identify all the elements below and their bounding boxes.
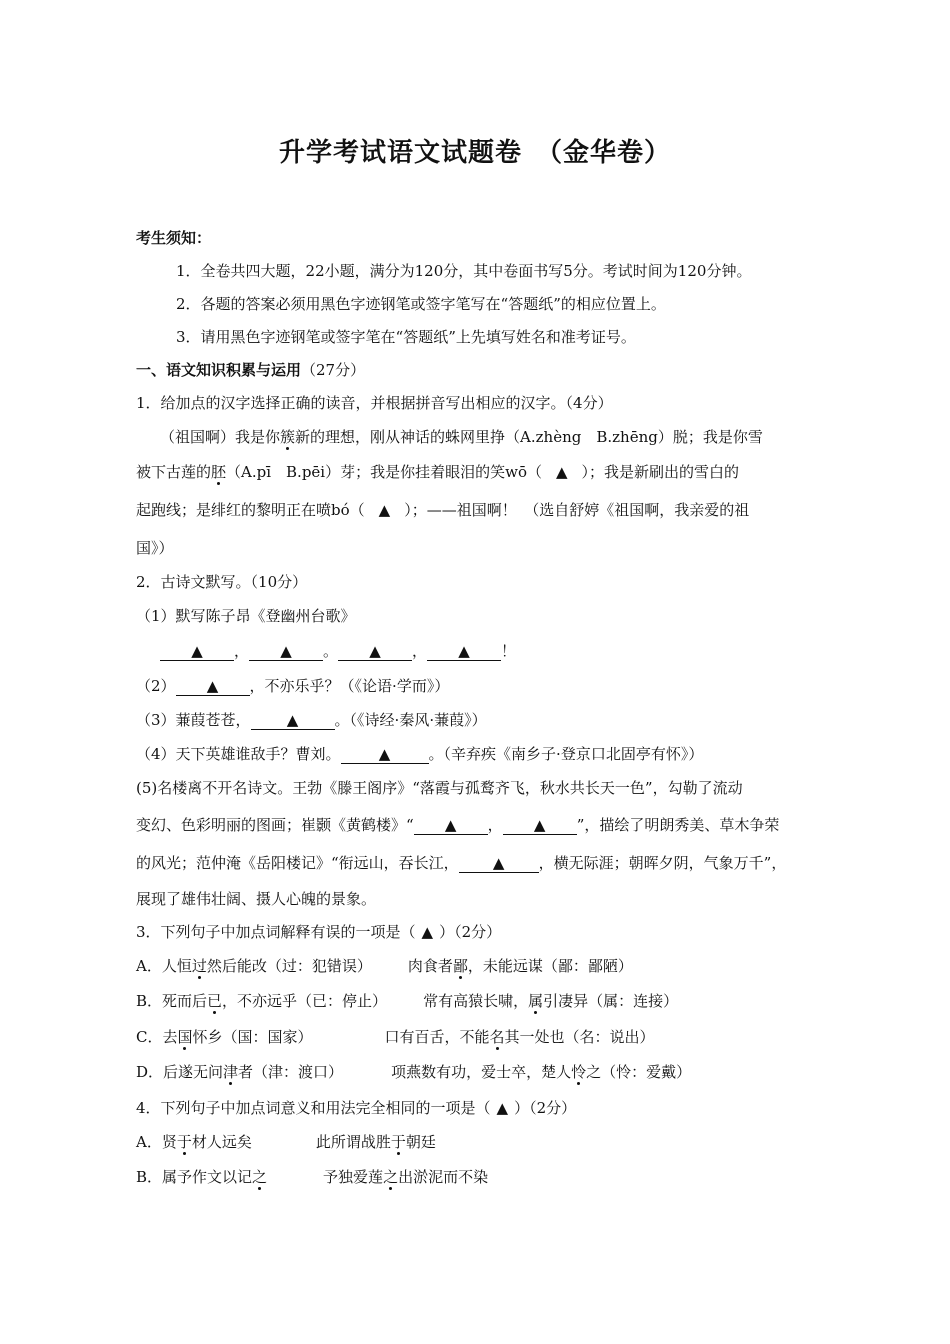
q3-option-b[interactable]	[136, 991, 678, 1011]
text: 常有高猿长啸，	[423, 992, 529, 1010]
text: （2）	[136, 677, 176, 695]
notice-item-1: 1．全卷共四大题，22小题，满分为120分，其中卷面书写5分。考试时间为120分钟。	[176, 262, 752, 280]
text: B．死而后	[136, 992, 208, 1010]
answer-blank[interactable]: ▲	[338, 643, 412, 661]
answer-blank[interactable]: ▲	[249, 643, 323, 661]
text: 材人远矣	[191, 1133, 252, 1151]
dotted-char: 之	[383, 1168, 399, 1186]
text: A．人恒	[136, 957, 192, 975]
text: 新的理想，刚从神话的蛛网里挣（A.zhèng B.zhēng）脱；我是你雪	[295, 428, 763, 446]
answer-mark: ▲	[378, 501, 391, 519]
text: ）（2分）	[439, 923, 502, 941]
q4-stem	[136, 1098, 576, 1118]
answer-mark: ▲	[496, 1099, 509, 1117]
text: ”，描绘了明朗秀美、草木争荣	[576, 816, 780, 834]
dotted-char: 已	[207, 992, 223, 1010]
q3-option-d[interactable]	[136, 1062, 691, 1082]
notice-item-2: 2．各题的答案必须用黑色字迹钢笔或签字笔写在“答题纸”的相应位置上。	[176, 295, 666, 313]
answer-blank[interactable]: ▲	[427, 643, 501, 661]
q2-stem: 2．古诗文默写。（10分）	[136, 573, 308, 591]
q2-part-1: （1）默写陈子昂《登幽州台歌》	[136, 607, 356, 625]
text: ，未能远谋（鄙：鄙陋）	[467, 957, 633, 975]
text: 的风光；范仲淹《岳阳楼记》“衔远山，吞长江，	[136, 854, 459, 872]
text: 。（《诗经·秦风·蒹葭》）	[334, 711, 487, 729]
text: （祖国啊）我是你	[160, 428, 281, 446]
dotted-char: 怜	[571, 1063, 587, 1081]
text: 4．下列句子中加点词意义和用法完全相同的一项是（	[136, 1099, 491, 1117]
q1-stem: 1．给加点的汉字选择正确的读音，并根据拼音写出相应的汉字。（4分）	[136, 394, 613, 412]
text: ，不亦远乎（已：停止）	[222, 992, 388, 1010]
text: 者（津：渡口）	[238, 1063, 344, 1081]
q2-part-5-line-1: (5)名楼离不开名诗文。王勃《滕王阁序》“落霞与孤鹜齐飞，秋水共长天一色”，勾勒了流动	[136, 779, 743, 797]
text: 变幻、色彩明丽的图画；崔颢《黄鹤楼》“	[136, 816, 414, 834]
dotted-char: 属	[528, 992, 544, 1010]
answer-blank[interactable]: ▲	[341, 746, 429, 764]
q2-part-5-line-2: 变幻、色彩明丽的图画；崔颢《黄鹤楼》“ ▲ ， ▲ ”，描绘了明朗秀美、草木争荣	[136, 816, 780, 834]
dotted-char: 胚	[211, 463, 227, 481]
text: 3．下列句子中加点词解释有误的一项是（	[136, 923, 416, 941]
q2-part-2	[136, 676, 449, 696]
answer-blank[interactable]: ▲	[459, 855, 539, 873]
text: ）（2分）	[514, 1099, 577, 1117]
q1-line-1	[160, 427, 763, 447]
dotted-char: 鄙	[452, 957, 468, 975]
text: 之（怜：爱戴）	[586, 1063, 692, 1081]
answer-blank[interactable]: ▲	[176, 678, 250, 696]
answer-mark: ▲	[421, 923, 434, 941]
dotted-char: 于	[176, 1133, 192, 1151]
text: ，不亦乐乎？（《论语·学而》）	[249, 677, 450, 695]
text: 朝廷	[405, 1133, 436, 1151]
dotted-char: 簇	[280, 428, 296, 446]
section-1-heading	[136, 360, 365, 380]
text: （3）蒹葭苍苍，	[136, 711, 251, 729]
q3-stem	[136, 922, 501, 942]
q2-part-1-blanks: ▲ ， ▲ 。 ▲ ， ▲ ！	[160, 641, 516, 661]
text: C．去	[136, 1028, 178, 1046]
text: A．贤	[136, 1133, 177, 1151]
text: 引凄异（属：连接）	[543, 992, 679, 1010]
q2-part-5-line-4: 展现了雄伟壮阔、摄人心魄的景象。	[136, 890, 377, 908]
text: 此所谓战胜	[315, 1133, 391, 1151]
text: 其一处也（名：说出）	[504, 1028, 655, 1046]
section-1-title: 一、语文知识积累与运用	[136, 361, 302, 379]
q3-option-c[interactable]	[136, 1027, 655, 1047]
q3-option-a[interactable]	[136, 956, 633, 976]
dotted-char: 名	[489, 1028, 505, 1046]
text: 出淤泥而不染	[398, 1168, 489, 1186]
answer-blank[interactable]: ▲	[251, 712, 335, 730]
q1-line-4: 国》）	[136, 539, 174, 557]
q4-option-a[interactable]	[136, 1132, 436, 1152]
notice-heading: 考生须知：	[136, 229, 212, 247]
text: 怀乡（国：国家）	[192, 1028, 313, 1046]
dotted-char: 津	[223, 1063, 239, 1081]
q2-part-4	[136, 744, 703, 764]
dotted-char: 于	[390, 1133, 406, 1151]
text: 被下古莲的	[136, 463, 212, 481]
text: ）；我是新刷出的雪白的	[581, 463, 740, 481]
text: ，横无际涯；朝晖夕阴，气象万千”，	[538, 854, 787, 872]
dotted-char: 国	[177, 1028, 193, 1046]
text: 。（辛弃疾《南乡子·登京口北固亭有怀》）	[428, 745, 704, 763]
text: 项燕数有功，爱士卒，楚人	[391, 1063, 572, 1081]
q4-option-b[interactable]	[136, 1167, 488, 1187]
text: 肉食者	[407, 957, 453, 975]
q2-part-3	[136, 710, 487, 730]
text: ）；——祖国啊！ （选自舒婷《祖国啊，我亲爱的祖	[404, 501, 750, 519]
text: （4）天下英雄谁敌手？曹刘。	[136, 745, 341, 763]
page-title: 升学考试语文试题卷 （金华卷）	[278, 138, 671, 168]
text: （A.pī B.pēi）芽；我是你挂着眼泪的笑wō（	[226, 463, 542, 481]
answer-mark: ▲	[555, 463, 568, 481]
text: 起跑线；是绯红的黎明正在喷bó（	[136, 501, 365, 519]
text: 然后能改（过：犯错误）	[206, 957, 372, 975]
dotted-char: 过	[191, 957, 207, 975]
q2-part-5-line-3	[136, 853, 786, 873]
answer-blank[interactable]: ▲	[503, 817, 577, 835]
q1-line-2	[136, 462, 739, 482]
answer-blank[interactable]: ▲	[414, 817, 488, 835]
section-1-score: （27分）	[301, 361, 366, 379]
text: B．属予作文以记	[136, 1168, 253, 1186]
answer-blank[interactable]: ▲	[160, 643, 234, 661]
text: D．后遂无问	[136, 1063, 224, 1081]
notice-item-3: 3．请用黑色字迹钢笔或签字笔在“答题纸”上先填写姓名和准考证号。	[176, 328, 636, 346]
q1-line-3	[136, 500, 749, 520]
text: 予独爱莲	[323, 1168, 384, 1186]
dotted-char: 之	[252, 1168, 268, 1186]
text: 口有百舌，不能	[384, 1028, 490, 1046]
